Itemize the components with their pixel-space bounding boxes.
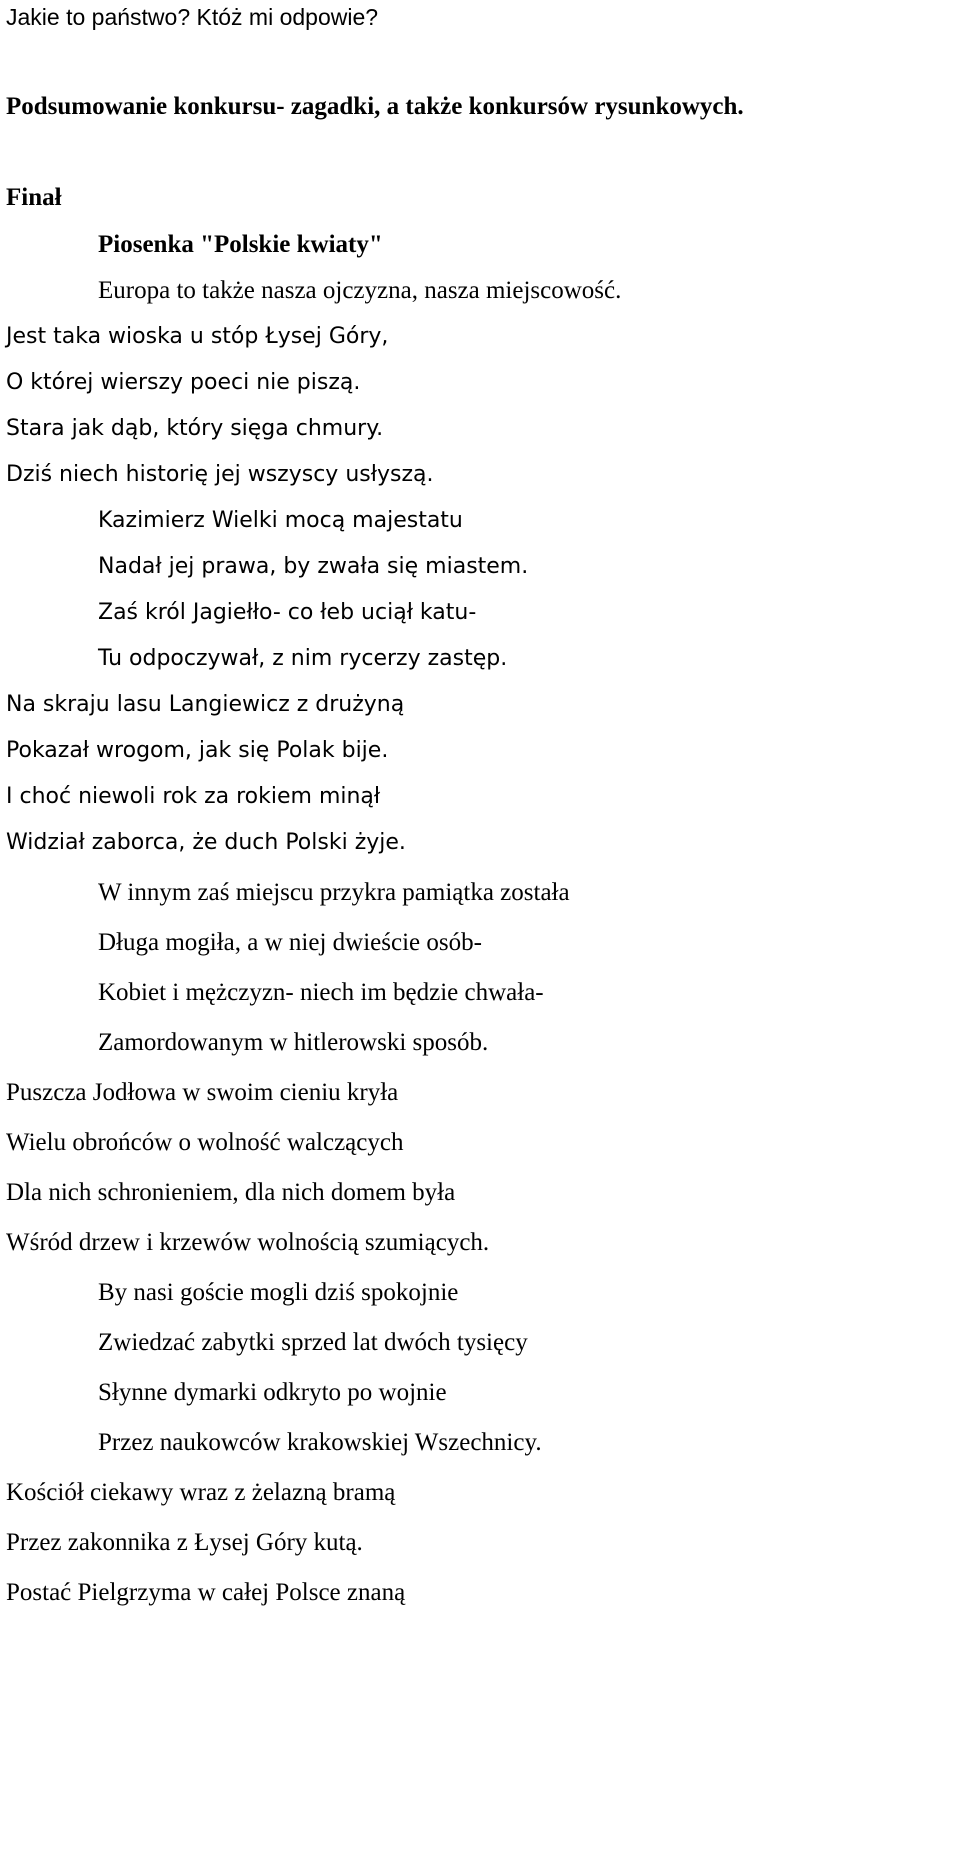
poem-line: Zaś król Jagiełło- co łeb uciął katu- — [98, 600, 477, 625]
poem-line: Stara jak dąb, który sięga chmury. — [6, 416, 384, 441]
poem-line: Długa mogiła, a w niej dwieście osób- — [98, 929, 482, 956]
song-title: Piosenka "Polskie kwiaty" — [98, 231, 383, 258]
poem-line: O której wierszy poeci nie piszą. — [6, 370, 361, 395]
intro-question-line: Jakie to państwo? Któż mi odpowie? — [6, 4, 379, 30]
poem-line: Kazimierz Wielki mocą majestatu — [98, 508, 463, 533]
poem-line: Dziś niech historię jej wszyscy usłyszą. — [6, 462, 434, 487]
poem-line: Postać Pielgrzyma w całej Polsce znaną — [6, 1579, 406, 1606]
poem-line: Wśród drzew i krzewów wolnością szumiących. — [6, 1229, 490, 1256]
section-heading-final: Finał — [6, 184, 62, 211]
poem-line: Zamordowanym w hitlerowski sposób. — [98, 1029, 489, 1056]
poem-line: Nadał jej prawa, by zwała się miastem. — [98, 554, 529, 579]
poem-line: Tu odpoczywał, z nim rycerzy zastęp. — [98, 646, 508, 671]
poem-line: Słynne dymarki odkryto po wojnie — [98, 1379, 447, 1406]
poem-line: Dla nich schronieniem, dla nich domem była — [6, 1179, 456, 1206]
text-line: Europa to także nasza ojczyzna, nasza miejscowość. — [98, 277, 622, 304]
poem-line: Kobiet i mężczyzn- niech im będzie chwała- — [98, 979, 544, 1006]
poem-line: I choć niewoli rok za rokiem minął — [6, 784, 381, 809]
poem-line: Widział zaborca, że duch Polski żyje. — [6, 830, 406, 855]
poem-line: Zwiedzać zabytki sprzed lat dwóch tysięcy — [98, 1329, 528, 1356]
poem-line: Na skraju lasu Langiewicz z drużyną — [6, 692, 405, 717]
poem-line: Puszcza Jodłowa w swoim cieniu kryła — [6, 1079, 399, 1106]
poem-line: Jest taka wioska u stóp Łysej Góry, — [6, 324, 389, 349]
poem-line: Wielu obrońców o wolność walczących — [6, 1129, 404, 1156]
poem-line: By nasi goście mogli dziś spokojnie — [98, 1279, 459, 1306]
poem-line: Pokazał wrogom, jak się Polak bije. — [6, 738, 389, 763]
poem-line: Przez zakonnika z Łysej Góry kutą. — [6, 1529, 363, 1556]
poem-line: Kościół ciekawy wraz z żelazną bramą — [6, 1479, 396, 1506]
section-heading-summary: Podsumowanie konkursu- zagadki, a także konkursów rysunkowych. — [6, 93, 744, 120]
poem-line: W innym zaś miejscu przykra pamiątka została — [98, 879, 570, 906]
poem-line: Przez naukowców krakowskiej Wszechnicy. — [98, 1429, 542, 1456]
